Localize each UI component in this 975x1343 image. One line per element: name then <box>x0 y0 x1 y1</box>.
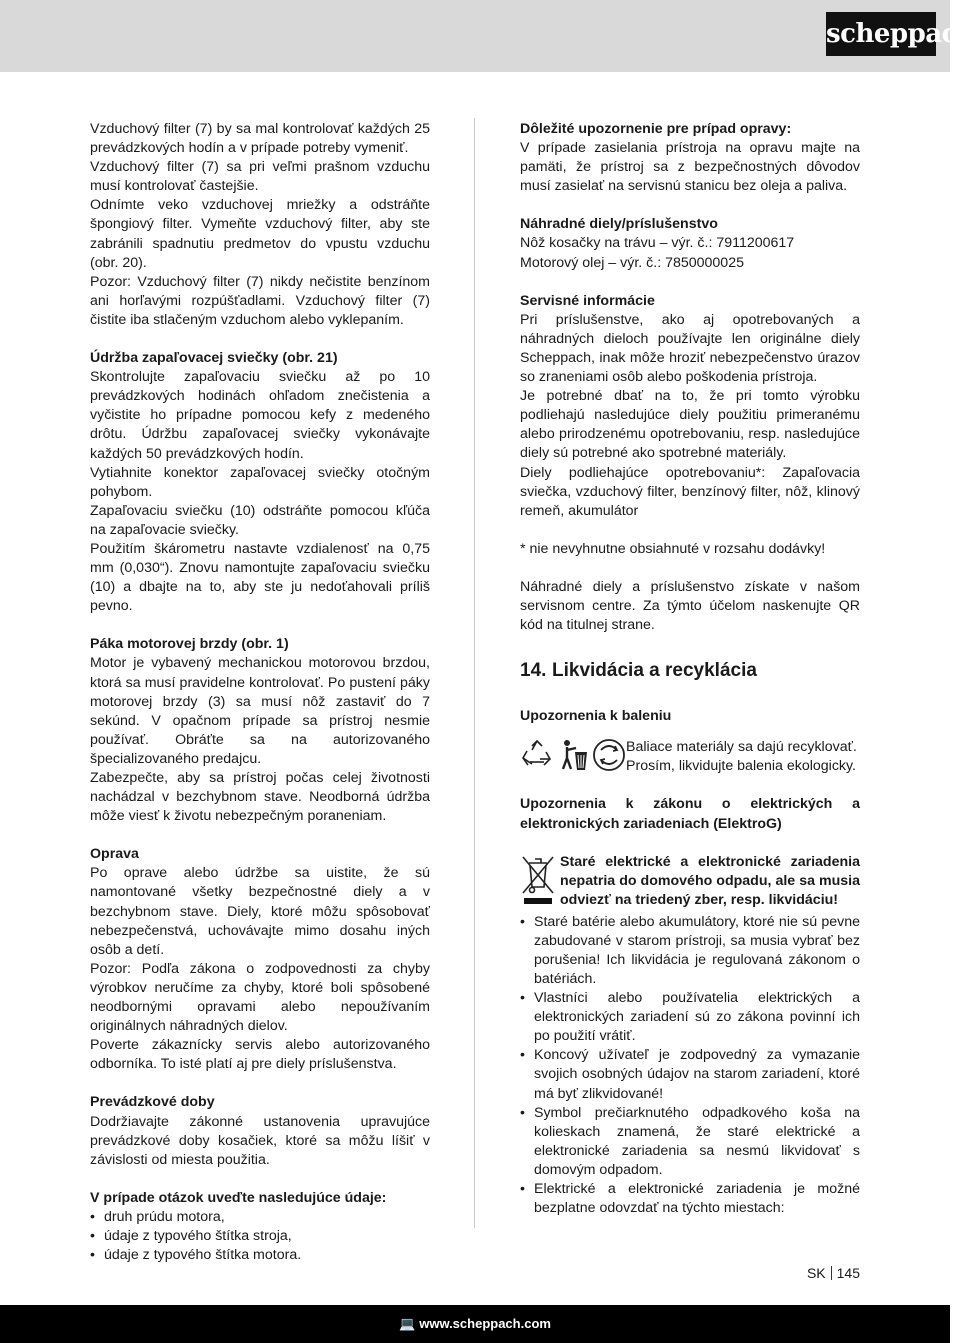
recycle-arrows-icon <box>592 738 626 772</box>
list-item: • údaje z typového štítka motora. <box>90 1246 430 1265</box>
air-filter-p4: Pozor: Vzduchový filter (7) nikdy nečistite benzínom ani horľavými rozpúšťadlami. Vzduchový filter (7) čistite iba stlačeným vzduchom alebo vyklepaním. <box>90 273 430 328</box>
spares-info: Náhradné diely a príslušenstvo získate v našom servisnom centre. Za týmto účelom naskenujte QR kód na titulnej strane. <box>520 578 860 634</box>
air-filter-p2: Vzduchový filter (7) sa pri veľmi prašnom vzduchu musí kontrolovať častejšie. <box>90 159 430 195</box>
list-item: • druh prúdu motora, <box>90 1208 430 1227</box>
spark-plug-p3: Zapaľovaciu sviečku (10) odstráňte pomocou kľúča na zapaľovacie sviečky. <box>90 502 430 538</box>
column-divider <box>474 118 475 1228</box>
weee-heading: Upozornenia k zákonu o elektrických a elektronických zariadeniach (ElektroG) <box>520 796 860 832</box>
repair-p3: Poverte zákaznícky servis alebo autorizovaného odborníka. To isté platí aj pre diely príslušenstva. <box>90 1037 430 1073</box>
page-number <box>807 1265 860 1281</box>
service-p1: Pri príslušenstve, ako aj opotrebovaných a náhradných dieloch používajte len originálne diely Scheppach, inak môže hroziť nebezpečenstvo úrazov so zraneniami osôb alebo poškodenia prístroja. <box>520 311 860 386</box>
spark-plug-p2: Vytiahnite konektor zapaľovacej sviečky otočným pohybom. <box>90 464 430 500</box>
packaging-text: Baliace materiály sa dajú recyklovať. Prosím, likvidujte balenia ekologicky. <box>626 739 857 775</box>
list-item: • Staré batérie alebo akumulátory, ktoré nie sú pevne zabudované v starom prístroji, sa musia vybrať bez porušenia! Ich likvidácia je regulovaná zákonom o batériách. <box>520 913 860 989</box>
right-column <box>520 120 860 1218</box>
header-bar <box>0 0 975 72</box>
spark-plug-p4: Použitím škárometru nastavte vzdialenosť na 0,75 mm (0,030“). Znovu namontujte zapaľovaciu sviečku (10) a dbajte na to, aby ste ju nedoťahovali príliš pevno. <box>90 540 430 615</box>
section-number: 14. <box>520 660 547 682</box>
list-item: • údaje z typového štítka stroja, <box>90 1227 430 1246</box>
footnote: * nie nevyhnutne obsiahnuté v rozsahu dodávky! <box>520 540 826 557</box>
service-p2: Je potrebné dbať na to, že pri tomto výrobku podliehajú nasledujúce diely použitiu primeranému alebo prirodzenému opotrebovaniu, resp. nasledujúce diely sú potrebné ako spotrebné materiály. <box>520 388 860 462</box>
recycle-icon <box>520 738 554 772</box>
air-filter-p3: Odnímte veko vzduchovej mriežky a odstráňte špongiový filter. Vymeňte vzduchový filter, aby ste zabránili spadnutiu predmetov do vpustu vzduchu (obr. 20). <box>90 197 430 271</box>
page-number-value: 145 <box>836 1265 860 1281</box>
bin-person-icon <box>556 738 590 772</box>
weee-block <box>520 853 860 911</box>
spark-plug-heading: Údržba zapaľovacej sviečky (obr. 21) <box>90 350 338 367</box>
questions-list <box>90 1208 430 1265</box>
scheppach-logo: scheppach <box>826 12 936 56</box>
computer-icon: 💻 <box>399 1316 416 1331</box>
repair-heading: Oprava <box>90 846 139 863</box>
spark-plug-p1: Skontrolujte zapaľovaciu sviečku až po 10 prevádzkových hodinách ohľadom znečistenia a vyčistite ho prípadne pomocou kefy z medeného drôtu. Údržbu zapaľovacej sviečky vykonávajte každých 50 prevádzkových hodín. <box>90 369 430 462</box>
service-p3: Diely podliehajúce opotrebovaniu*: Zapaľovacia sviečka, vzduchový filter, benzínový filter, nôž, klinový remeň, akumulátor <box>520 464 860 519</box>
footer-bar <box>0 1305 950 1343</box>
weee-list <box>520 913 860 1219</box>
operating-hours-text: Dodržiavajte zákonné ustanovenia upravujúce prevádzkové doby kosačiek, ktoré sa môžu líšiť v závislosti od miesta použitia. <box>90 1113 430 1168</box>
brake-heading: Páka motorovej brzdy (obr. 1) <box>90 636 289 653</box>
repair-p1: Po oprave alebo údržbe sa uistite, že sú namontované všetky bezpečnostné diely a v bezchybnom stave. Diely, ktoré môžu spôsobovať nebezpečenstvá, uchovávajte mimo dosahu iných osôb a detí. <box>90 865 430 958</box>
packaging-heading: Upozornenia k baleniu <box>520 708 672 725</box>
list-item: • Koncový užívateľ je zodpovedný za vymazanie svojich osobných údajov na starom zariadení, ktoré má byť zlikvidované! <box>520 1046 860 1103</box>
spare-part-blade: Nôž kosačky na trávu – výr. č.: 7911200617 <box>520 235 795 252</box>
repair-p2: Pozor: Podľa zákona o zodpovednosti za chyby výrobkov neručíme za chyby, ktoré boli spôsobené neodbornými opravami alebo nepoužívaním originálnych náhradných dielov. <box>90 960 430 1035</box>
section-title-text: Likvidácia a recyklácia <box>552 660 757 682</box>
repair-note-text: V prípade zasielania prístroja na opravu majte na pamäti, že prístroj sa z bezpečnostných dôvodov musí zasielať na servisnú stanicu bez oleja a paliva. <box>520 140 860 195</box>
left-column <box>90 120 430 1265</box>
crossed-bin-icon <box>520 853 556 905</box>
air-filter-p1: Vzduchový filter (7) by sa mal kontrolovať každých 25 prevádzkových hodín a v prípade potreby vymeniť. <box>90 121 430 157</box>
packaging-block <box>520 738 860 776</box>
questions-heading: V prípade otázok uveďte nasledujúce údaje: <box>90 1189 387 1206</box>
language-code: SK <box>806 1265 826 1281</box>
repair-note-heading: Dôležité upozornenie pre prípad opravy: <box>520 121 792 137</box>
list-item: • Vlastníci alebo používatelia elektrických a elektronických zariadení sú zo zákona povinní ich po použití vrátiť. <box>520 989 860 1046</box>
brake-p1: Motor je vybavený mechanickou motorovou brzdou, ktorá sa musí pravidelne kontrolovať. Po pustení páky motorovej brzdy (3) sa musí nôž zastaviť do 7 sekúnd. V opačnom prípade sa prístroj nesmie používať. Obráťte sa na autorizovaného špecializovaného predajcu. <box>90 655 430 767</box>
weee-warning: Staré elektrické a elektronické zariadenia nepatria do domového odpadu, ale sa musia odviezť na triedený zber, resp. likvidáciu! <box>560 853 860 908</box>
brake-p2: Zabezpečte, aby sa prístroj počas celej životnosti nachádzal v bezchybnom stave. Neodborná údržba môže viesť k životu nebezpečným poraneniam. <box>90 770 430 825</box>
section-title <box>520 659 860 683</box>
operating-hours-heading: Prevádzkové doby <box>90 1094 215 1111</box>
list-item: • Elektrické a elektronické zariadenia je možné bezplatne odovzdať na týchto miestach: <box>520 1180 860 1218</box>
spares-heading: Náhradné diely/príslušenstvo <box>520 216 718 233</box>
website-link[interactable]: www.scheppach.com <box>419 1316 551 1331</box>
service-heading: Servisné informácie <box>520 292 655 309</box>
spare-part-oil: Motorový olej – výr. č.: 7850000025 <box>520 254 744 271</box>
list-item: • Symbol prečiarknutého odpadkového koša na kolieskach znamená, že staré elektrické a elektronické zariadenia sa nesmú likvidovať s domovým odpadom. <box>520 1104 860 1180</box>
